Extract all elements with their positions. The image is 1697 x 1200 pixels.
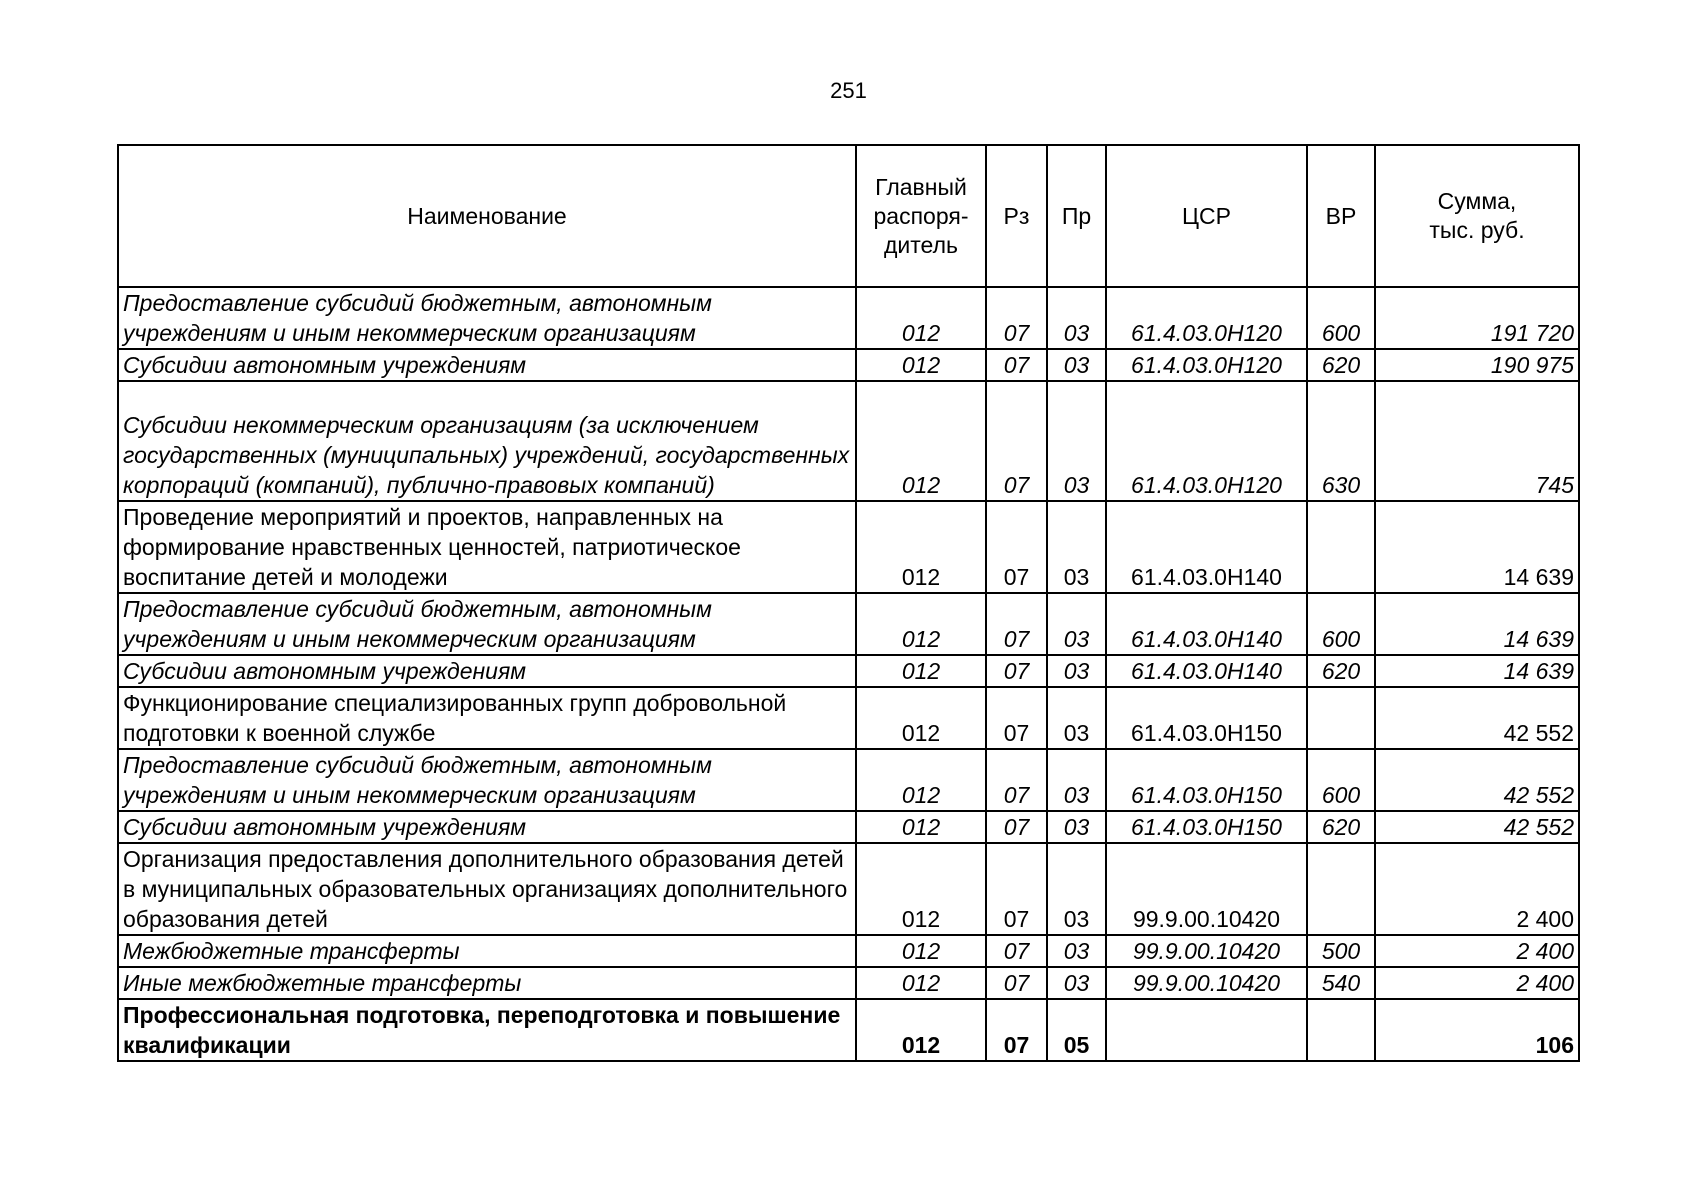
cell-rz: 07 bbox=[986, 381, 1047, 501]
cell-rz: 07 bbox=[986, 967, 1047, 999]
cell-glav: 012 bbox=[856, 843, 986, 935]
cell-vr bbox=[1307, 843, 1375, 935]
table-row bbox=[118, 655, 1579, 687]
header-rz: Рз bbox=[986, 145, 1047, 287]
cell-name: Проведение мероприятий и проектов, направленных на формирование нравственных ценностей, патриотическое воспитание детей и молодежи bbox=[118, 501, 856, 593]
cell-rz: 07 bbox=[986, 687, 1047, 749]
cell-glav: 012 bbox=[856, 967, 986, 999]
table-row bbox=[118, 349, 1579, 381]
cell-glav: 012 bbox=[856, 287, 986, 349]
cell-glav: 012 bbox=[856, 593, 986, 655]
cell-name: Функционирование специализированных групп добровольной подготовки к военной службе bbox=[118, 687, 856, 749]
cell-sum: 106 bbox=[1375, 999, 1579, 1061]
table-row bbox=[118, 381, 1579, 501]
cell-name: Предоставление субсидий бюджетным, автономным учреждениям и иным некоммерческим организациям bbox=[118, 287, 856, 349]
table-row bbox=[118, 287, 1579, 349]
cell-name: Иные межбюджетные трансферты bbox=[118, 967, 856, 999]
cell-vr: 600 bbox=[1307, 287, 1375, 349]
cell-name: Субсидии автономным учреждениям bbox=[118, 655, 856, 687]
cell-csr: 61.4.03.0Н140 bbox=[1106, 655, 1307, 687]
header-name: Наименование bbox=[118, 145, 856, 287]
cell-vr bbox=[1307, 687, 1375, 749]
cell-pr: 03 bbox=[1047, 349, 1106, 381]
cell-csr: 61.4.03.0Н150 bbox=[1106, 687, 1307, 749]
cell-csr: 99.9.00.10420 bbox=[1106, 843, 1307, 935]
cell-sum: 14 639 bbox=[1375, 655, 1579, 687]
cell-pr: 03 bbox=[1047, 687, 1106, 749]
cell-rz: 07 bbox=[986, 749, 1047, 811]
cell-sum: 2 400 bbox=[1375, 843, 1579, 935]
cell-vr: 540 bbox=[1307, 967, 1375, 999]
cell-rz: 07 bbox=[986, 349, 1047, 381]
cell-sum: 14 639 bbox=[1375, 593, 1579, 655]
cell-glav: 012 bbox=[856, 811, 986, 843]
header-vr: ВР bbox=[1307, 145, 1375, 287]
cell-csr: 99.9.00.10420 bbox=[1106, 935, 1307, 967]
header-glav: Главный распоря-дитель bbox=[856, 145, 986, 287]
cell-glav: 012 bbox=[856, 655, 986, 687]
cell-vr: 620 bbox=[1307, 349, 1375, 381]
cell-glav: 012 bbox=[856, 999, 986, 1061]
cell-sum: 190 975 bbox=[1375, 349, 1579, 381]
table-row bbox=[118, 843, 1579, 935]
cell-rz: 07 bbox=[986, 287, 1047, 349]
cell-sum: 2 400 bbox=[1375, 935, 1579, 967]
cell-sum: 745 bbox=[1375, 381, 1579, 501]
budget-table bbox=[117, 144, 1580, 1062]
cell-glav: 012 bbox=[856, 349, 986, 381]
cell-vr: 600 bbox=[1307, 593, 1375, 655]
cell-pr: 03 bbox=[1047, 381, 1106, 501]
cell-rz: 07 bbox=[986, 999, 1047, 1061]
cell-sum: 42 552 bbox=[1375, 749, 1579, 811]
cell-glav: 012 bbox=[856, 687, 986, 749]
header-sum: Сумма, тыс. руб. bbox=[1375, 145, 1579, 287]
cell-csr: 61.4.03.0Н120 bbox=[1106, 349, 1307, 381]
cell-pr: 03 bbox=[1047, 501, 1106, 593]
cell-name: Предоставление субсидий бюджетным, автономным учреждениям и иным некоммерческим организациям bbox=[118, 749, 856, 811]
cell-pr: 03 bbox=[1047, 655, 1106, 687]
table-row bbox=[118, 501, 1579, 593]
cell-vr: 630 bbox=[1307, 381, 1375, 501]
cell-pr: 03 bbox=[1047, 593, 1106, 655]
table-row bbox=[118, 593, 1579, 655]
cell-name: Профессиональная подготовка, переподготовка и повышение квалификации bbox=[118, 999, 856, 1061]
cell-pr: 03 bbox=[1047, 935, 1106, 967]
cell-name: Субсидии автономным учреждениям bbox=[118, 811, 856, 843]
table-row bbox=[118, 935, 1579, 967]
cell-sum: 42 552 bbox=[1375, 811, 1579, 843]
cell-vr: 600 bbox=[1307, 749, 1375, 811]
cell-csr: 61.4.03.0Н140 bbox=[1106, 593, 1307, 655]
cell-pr: 05 bbox=[1047, 999, 1106, 1061]
cell-csr: 61.4.03.0Н150 bbox=[1106, 749, 1307, 811]
table-row bbox=[118, 811, 1579, 843]
cell-rz: 07 bbox=[986, 655, 1047, 687]
cell-csr: 61.4.03.0Н140 bbox=[1106, 501, 1307, 593]
cell-glav: 012 bbox=[856, 749, 986, 811]
cell-rz: 07 bbox=[986, 811, 1047, 843]
cell-name: Предоставление субсидий бюджетным, автономным учреждениям и иным некоммерческим организациям bbox=[118, 593, 856, 655]
cell-vr bbox=[1307, 999, 1375, 1061]
cell-name: Межбюджетные трансферты bbox=[118, 935, 856, 967]
cell-rz: 07 bbox=[986, 935, 1047, 967]
cell-csr: 61.4.03.0Н120 bbox=[1106, 287, 1307, 349]
table-header-row bbox=[118, 145, 1579, 287]
page-number: 251 bbox=[830, 78, 867, 103]
cell-pr: 03 bbox=[1047, 967, 1106, 999]
table-row bbox=[118, 687, 1579, 749]
cell-sum: 42 552 bbox=[1375, 687, 1579, 749]
cell-pr: 03 bbox=[1047, 287, 1106, 349]
table-row bbox=[118, 967, 1579, 999]
cell-glav: 012 bbox=[856, 935, 986, 967]
cell-sum: 191 720 bbox=[1375, 287, 1579, 349]
cell-csr: 61.4.03.0Н150 bbox=[1106, 811, 1307, 843]
cell-pr: 03 bbox=[1047, 843, 1106, 935]
cell-glav: 012 bbox=[856, 381, 986, 501]
cell-sum: 2 400 bbox=[1375, 967, 1579, 999]
cell-csr: 61.4.03.0Н120 bbox=[1106, 381, 1307, 501]
cell-pr: 03 bbox=[1047, 749, 1106, 811]
header-csr: ЦСР bbox=[1106, 145, 1307, 287]
table-row bbox=[118, 749, 1579, 811]
cell-rz: 07 bbox=[986, 501, 1047, 593]
cell-vr: 620 bbox=[1307, 655, 1375, 687]
cell-name: Субсидии некоммерческим организациям (за исключением государственных (муниципальных) учреждений, государственных корпораций (компаний), публично-правовых компаний) bbox=[118, 381, 856, 501]
cell-glav: 012 bbox=[856, 501, 986, 593]
header-pr: Пр bbox=[1047, 145, 1106, 287]
cell-vr bbox=[1307, 501, 1375, 593]
cell-pr: 03 bbox=[1047, 811, 1106, 843]
cell-vr: 620 bbox=[1307, 811, 1375, 843]
cell-csr: 99.9.00.10420 bbox=[1106, 967, 1307, 999]
table-row bbox=[118, 999, 1579, 1061]
cell-rz: 07 bbox=[986, 843, 1047, 935]
cell-name: Субсидии автономным учреждениям bbox=[118, 349, 856, 381]
cell-vr: 500 bbox=[1307, 935, 1375, 967]
cell-name: Организация предоставления дополнительного образования детей в муниципальных образовательных организациях дополнительного образования детей bbox=[118, 843, 856, 935]
cell-csr bbox=[1106, 999, 1307, 1061]
cell-sum: 14 639 bbox=[1375, 501, 1579, 593]
cell-rz: 07 bbox=[986, 593, 1047, 655]
